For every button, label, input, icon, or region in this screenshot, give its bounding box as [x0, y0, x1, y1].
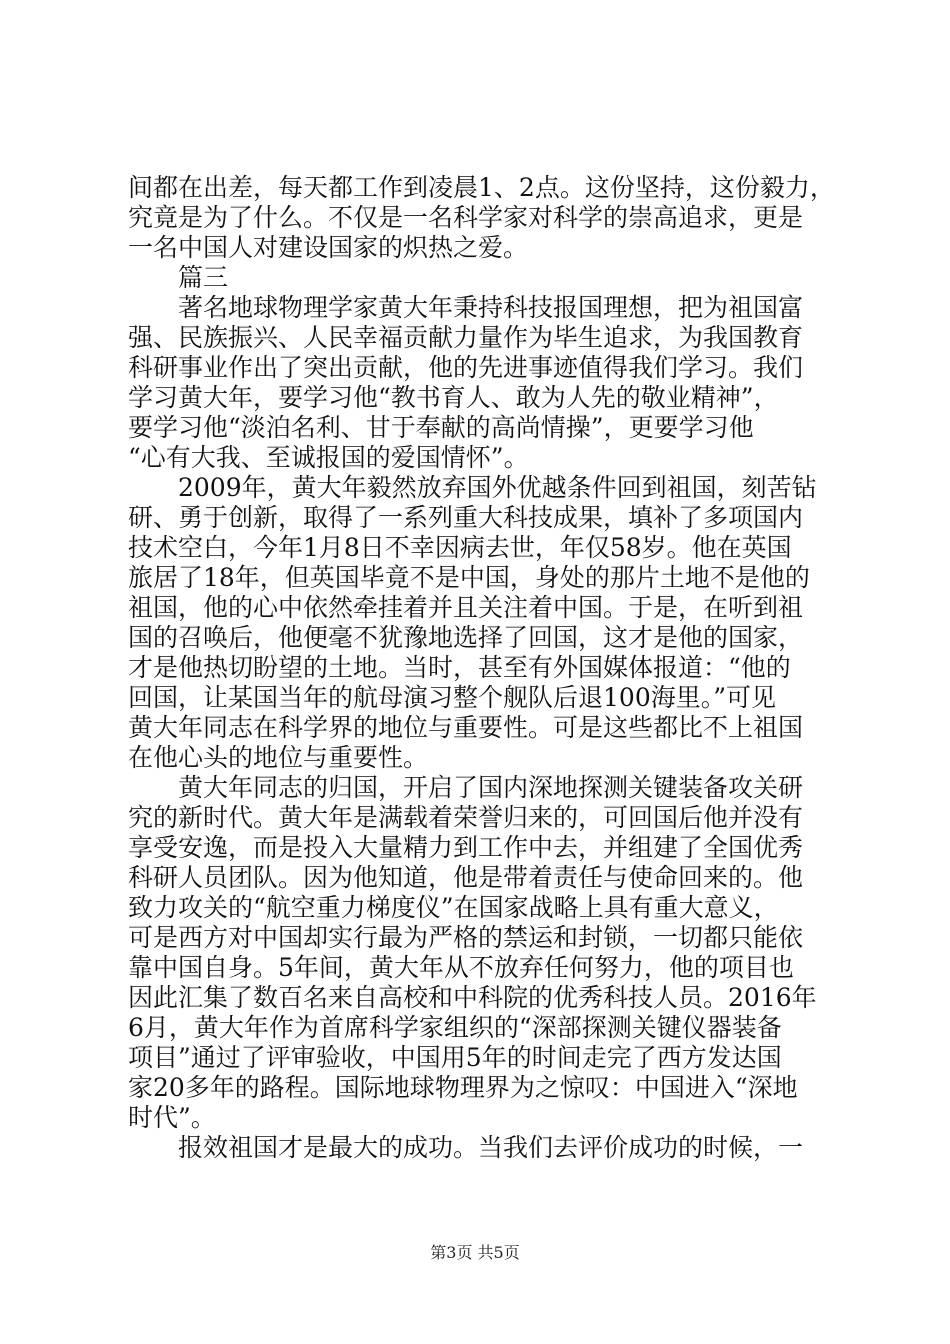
text-line: 时代”。: [128, 1103, 216, 1132]
text-line: 黄大年同志在科学界的地位与重要性。可是这些都比不上祖国: [128, 713, 804, 742]
text-line: “心有大我、至诚报国的爱国情怀”。: [128, 443, 529, 472]
text-line: 家20多年的路程。国际地球物理界为之惊叹：中国进入“深地: [128, 1073, 798, 1102]
text-line: 才是他热切盼望的土地。当时，甚至有外国媒体报道：“他的: [128, 653, 791, 682]
body-text: [128, 173, 835, 1163]
text-line: 在他心头的地位与重要性。: [128, 743, 429, 772]
text-line: 要学习他“淡泊名利、甘于奉献的高尚情操”，更要学习他: [128, 413, 754, 442]
text-line: 一名中国人对建设国家的炽热之爱。: [128, 233, 529, 262]
text-line: 国的召唤后，他便毫不犹豫地选择了回国，这才是他的国家，: [128, 623, 804, 652]
text-line: 强、民族振兴、人民幸福贡献力量作为毕生追求，为我国教育: [128, 323, 804, 352]
text-line: 著名地球物理学家黄大年秉持科技报国理想，把为祖国富: [128, 293, 804, 322]
text-line: 祖国，他的心中依然牵挂着并且关注着中国。于是，在听到祖: [128, 593, 804, 622]
text-line: 学习黄大年，要学习他“教书育人、敢为人先的敬业精神”，: [128, 383, 779, 412]
text-line: 科研事业作出了突出贡献，他的先进事迹值得我们学习。我们: [128, 353, 804, 382]
text-line: 黄大年同志的归国，开启了国内深地探测关键装备攻关研: [128, 773, 804, 802]
text-line: 项目”通过了评审验收，中国用5年的时间走完了西方发达国: [128, 1043, 782, 1072]
page-number-footer: 第3页 共5页: [430, 1243, 520, 1262]
text-line: 究竟是为了什么。不仅是一名科学家对科学的崇高追求，更是: [128, 203, 804, 232]
text-line: 究的新时代。黄大年是满载着荣誉归来的，可回国后他并没有: [128, 803, 804, 832]
text-line: 科研人员团队。因为他知道，他是带着责任与使命回来的。他: [128, 863, 804, 892]
text-line: 回国，让某国当年的航母演习整个舰队后退100海里。”可见: [128, 683, 777, 712]
section-heading: 篇三: [128, 263, 229, 292]
text-line: 技术空白，今年1月8日不幸因病去世，年仅58岁。他在英国: [128, 533, 792, 562]
text-line: 致力攻关的“航空重力梯度仪”在国家战略上具有重大意义，: [128, 893, 779, 922]
text-line: 研、勇于创新，取得了一系列重大科技成果，填补了多项国内: [128, 503, 804, 532]
text-line: 6月，黄大年作为首席科学家组织的“深部探测关键仪器装备: [128, 1013, 782, 1042]
text-line: 享受安逸，而是投入大量精力到工作中去，并组建了全国优秀: [128, 833, 804, 862]
text-line: 旅居了18年，但英国毕竟不是中国，身处的那片土地不是他的: [128, 563, 810, 592]
text-line: 2009年，黄大年毅然放弃国外优越条件回到祖国，刻苦钻: [128, 473, 817, 502]
text-line: 间都在出差，每天都工作到凌晨1、2点。这份坚持，这份毅力，: [128, 173, 835, 202]
text-line: 靠中国自身。5年间，黄大年从不放弃任何努力，他的项目也: [128, 953, 794, 982]
text-line: 因此汇集了数百名来自高校和中科院的优秀科技人员。2016年: [128, 983, 817, 1012]
text-line: 报效祖国才是最大的成功。当我们去评价成功的时候，一: [128, 1133, 804, 1162]
text-line: 可是西方对中国却实行最为严格的禁运和封锁，一切都只能依: [128, 923, 804, 952]
